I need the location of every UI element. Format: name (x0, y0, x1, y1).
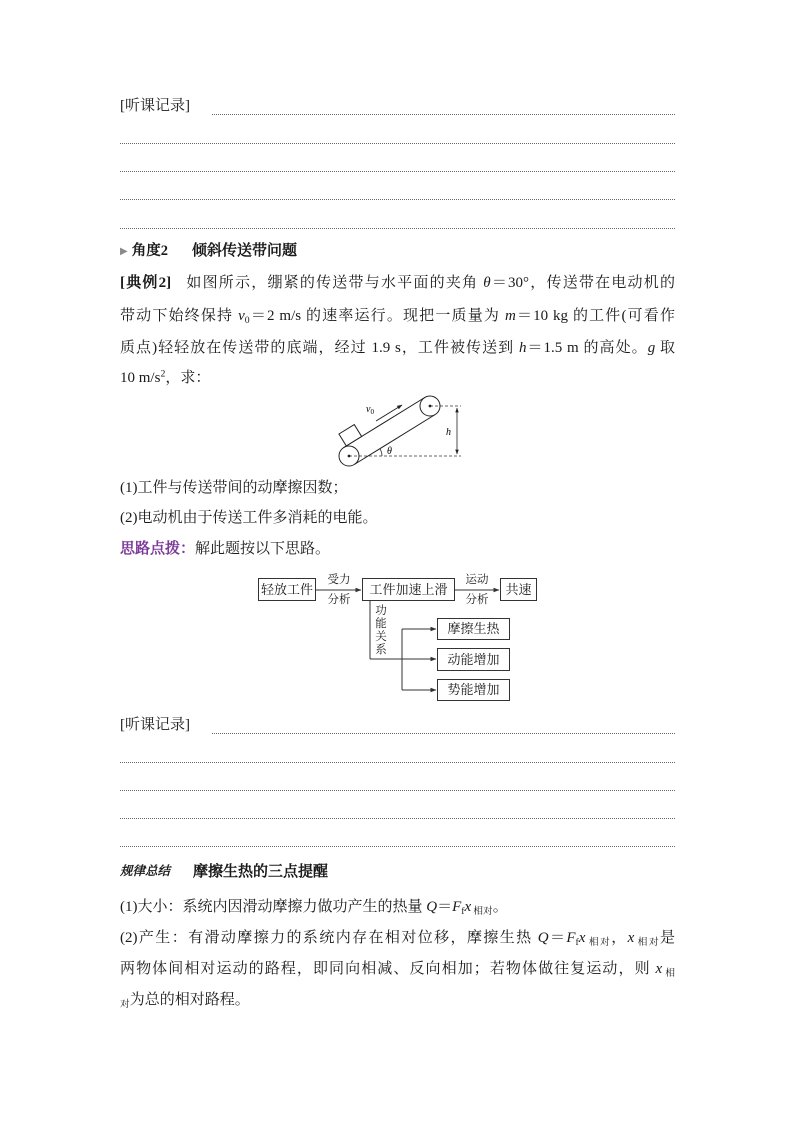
flow-edge-1-top: 受力 (327, 574, 351, 586)
flow-box-branch-2: 动能增加 (437, 648, 510, 671)
flow-edge-2-top: 运动 (465, 574, 489, 586)
relative-subscript: 相对 (473, 905, 493, 917)
notes-rule (120, 818, 675, 819)
listen-notes-label (120, 96, 675, 116)
heat-symbol: Q (426, 899, 438, 915)
heat-symbol: Q (537, 930, 549, 946)
displacement-symbol: x (464, 899, 472, 915)
top-pulley-axle (429, 405, 432, 408)
bottom-pulley-axle (348, 455, 351, 458)
hint-text: 解此题按以下思路。 (195, 541, 331, 557)
text-run: ＝1.5 m 的高处。 (526, 340, 648, 356)
force-symbol: F (566, 930, 576, 946)
displacement-symbol: x (655, 961, 663, 977)
notes-rule (212, 114, 675, 115)
gravity-symbol: g (647, 340, 656, 356)
superscript: 2 (160, 368, 166, 380)
displacement-symbol: x (578, 930, 586, 946)
listen-notes-label-text: [听课记录] (120, 717, 190, 733)
text-run: ＝2 m/s 的速率运行。现把一质量为 (249, 308, 505, 324)
example-tag: [典例2] (120, 275, 172, 291)
flow-branch-label: 功能关系 (374, 604, 386, 656)
hint-label: 思路点拨： (120, 541, 196, 557)
mass-symbol: m (504, 308, 516, 324)
flow-box-start: 轻放工件 (258, 578, 316, 601)
workpiece-block (339, 425, 362, 446)
example-line-1 (120, 273, 675, 293)
summary-line-4 (120, 990, 675, 1010)
text-run: 取 (655, 340, 675, 356)
heading-title: 倾斜传送带问题 (192, 243, 298, 259)
flow-edge-1-bottom: 分析 (327, 594, 351, 606)
question-2 (120, 508, 675, 528)
velocity-arrow (376, 405, 402, 421)
summary-line-1 (120, 897, 675, 917)
heading-tag: 角度2 (131, 243, 168, 259)
angle-label: θ (387, 446, 392, 457)
notes-rule (212, 733, 675, 734)
listen-notes-label-text: [听课记录] (120, 98, 190, 114)
text-run: ，求： (165, 370, 211, 386)
text-run: (1)大小：系统内因滑动摩擦力做功产生的热量 (120, 899, 427, 915)
text-run: 带动下始终保持 (120, 308, 239, 324)
notes-rule (120, 171, 675, 172)
conveyor-figure (330, 390, 470, 472)
relative-subscript-part: 对 (120, 998, 130, 1010)
height-label: h (446, 427, 451, 438)
text-run: 10 m/s (120, 370, 161, 386)
velocity-label-symbol: v (366, 404, 371, 415)
text-run: 。 (492, 899, 508, 915)
velocity-symbol: v (238, 308, 245, 324)
flow-box-middle: 工件加速上滑 (362, 578, 455, 601)
angle-arc (380, 449, 382, 456)
question-text: (2)电动机由于传送工件多消耗的电能。 (120, 510, 378, 526)
force-subscript: f (575, 936, 579, 948)
belt-lower-edge (354, 415, 435, 465)
summary-line-2 (120, 928, 675, 948)
question-1 (120, 478, 675, 498)
text-run: 两物体间相对运动的路程，即同向相减、反向相加；若物体做往复运动，则 (120, 961, 656, 977)
force-symbol: F (452, 899, 462, 915)
text-run: ， (611, 930, 628, 946)
notes-rule (120, 762, 675, 763)
displacement-symbol: x (627, 930, 635, 946)
text-run: 是 (659, 930, 675, 946)
velocity-label (366, 404, 374, 416)
velocity-label-sub: 0 (370, 408, 374, 416)
hint-line (120, 539, 675, 559)
text-run: 质点)轻轻放在传送带的底端，经过 1.9 s，工件被传送到 (120, 340, 519, 356)
summary-tag: 规律总结 (120, 864, 171, 878)
summary-line-3 (120, 959, 675, 979)
text-run: 为总的相对路程。 (129, 992, 250, 1008)
text-run: (2)产生：有滑动摩擦力的系统内存在相对位移，摩擦生热 (120, 930, 538, 946)
flow-box-branch-3: 势能增加 (437, 679, 510, 701)
relative-subscript: 相对 (587, 936, 612, 948)
notes-rule (120, 846, 675, 847)
triangle-marker-icon: ▶ (120, 246, 128, 257)
velocity-subscript: 0 (244, 314, 250, 326)
notes-rule (120, 790, 675, 791)
flow-box-branch-1: 摩擦生热 (437, 618, 510, 640)
text-run: ＝30°，传送带在电动机的 (490, 275, 675, 291)
relative-subscript-part: 相 (664, 967, 676, 979)
listen-notes-label (120, 715, 675, 735)
example-line-3 (120, 338, 675, 358)
text-run: 如图所示，绷紧的传送带与水平面的夹角 (185, 275, 484, 291)
flow-box-end: 共速 (500, 578, 537, 601)
relative-subscript: 相对 (636, 936, 660, 948)
example-line-4 (120, 368, 675, 388)
summary-title: 摩擦生热的三点提醒 (193, 864, 329, 880)
flow-edge-2-bottom: 分析 (465, 594, 489, 606)
force-subscript: f (461, 905, 465, 917)
theta-symbol: θ (483, 275, 491, 291)
text-run: ＝ (437, 899, 453, 915)
section-heading (120, 241, 675, 262)
notes-rule (120, 199, 675, 200)
example-line-2 (120, 306, 675, 326)
height-symbol: h (518, 340, 527, 356)
text-run: ＝10 kg 的工件(可看作 (515, 308, 675, 324)
question-text: (1)工件与传送带间的动摩擦因数； (120, 480, 348, 496)
notes-rule (120, 143, 675, 144)
text-run: ＝ (548, 930, 567, 946)
notes-rule (120, 228, 675, 229)
